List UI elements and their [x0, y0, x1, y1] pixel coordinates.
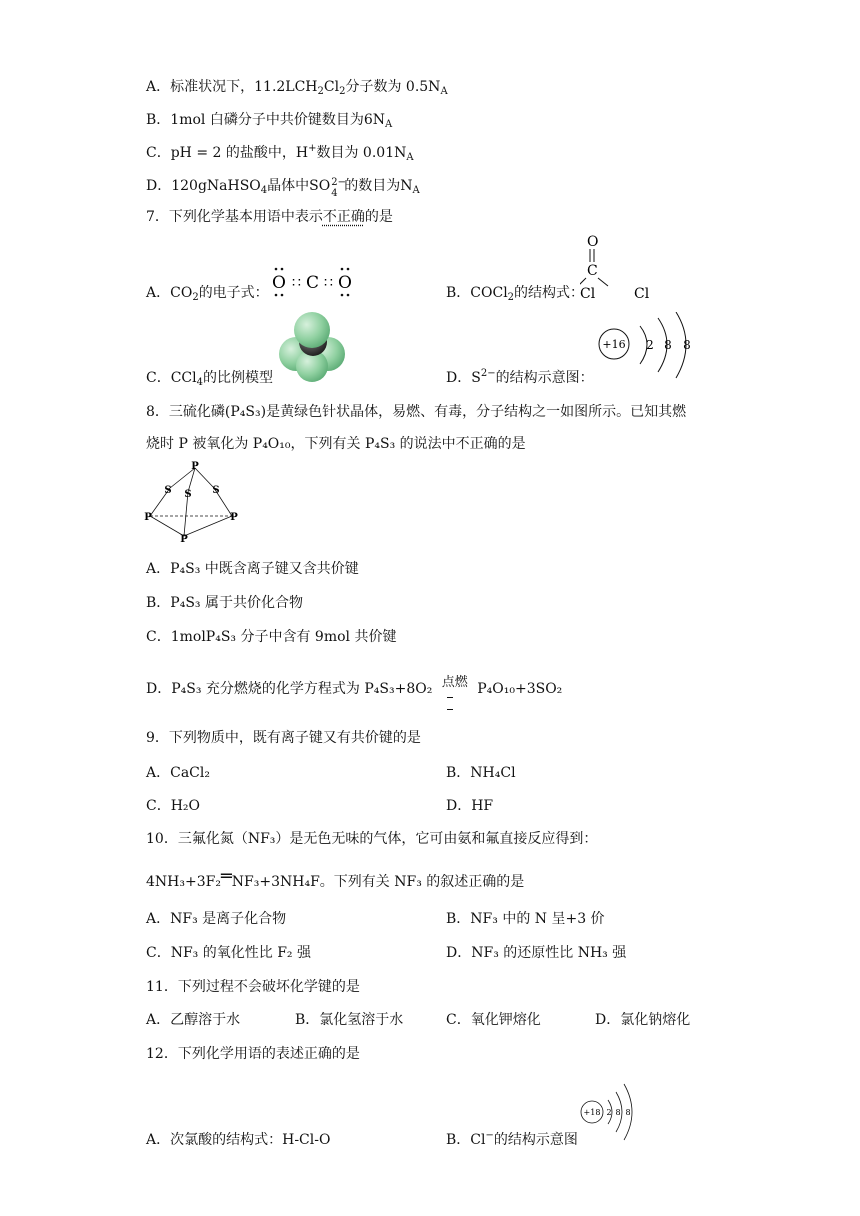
ccl4-space-filling-model [276, 308, 348, 382]
svg-text:O: O [272, 273, 286, 293]
q7-option-b: B．COCl$_2$的结构式： [446, 285, 585, 303]
svg-text:+16: +16 [602, 338, 626, 351]
q8-option-b: B．P₄S₃ 属于共价化合物 [146, 595, 303, 611]
q8-option-d: D．P₄S₃ 充分燃烧的化学方程式为 P₄S₃+8O₂ 点燃 P₄O₁₀+3SO₂ [146, 678, 562, 698]
q6-option-c: C．pH = 2 的盐酸中，H+数目为 $0.01N_A$ [146, 143, 414, 163]
q12-option-b: B．Cl−的结构示意图 [446, 1130, 578, 1148]
q7-option-d: D．$S^{2-}$的结构示意图： [446, 368, 594, 386]
q9-option-c: C．H₂O [146, 798, 201, 814]
svg-text:+18: +18 [583, 1108, 601, 1117]
q7-option-c: C．CCl$_4$的比例模型 [146, 370, 273, 388]
svg-text:Cl: Cl [634, 286, 650, 302]
q9-stem: 9．下列物质中，既有离子键又有共价键的是 [146, 730, 421, 746]
svg-text:S: S [184, 489, 192, 500]
svg-text:C: C [587, 263, 598, 279]
svg-text:2: 2 [646, 338, 654, 352]
q10-stem-line1: 10．三氟化氮（NF₃）是无色无味的气体，它可由氨和氟直接反应得到： [146, 831, 598, 847]
q8-option-a: A．P₄S₃ 中既含离子键又含共价键 [146, 561, 359, 577]
svg-text:8: 8 [615, 1108, 621, 1117]
svg-text:∷: ∷ [324, 275, 333, 291]
svg-text:C: C [306, 273, 320, 293]
q8-stem-line2: 烧时 P 被氧化为 P₄O₁₀，下列有关 P₄S₃ 的说法中不正确的是 [146, 436, 526, 452]
q9-option-a: A．CaCl₂ [146, 765, 210, 781]
q8-option-c: C．1molP₄S₃ 分子中含有 9mol 共价键 [146, 629, 397, 645]
q12-option-a: A．次氯酸的结构式：H-Cl-O [146, 1132, 331, 1148]
q10-stem-line2: 4NH₃+3F₂═NF₃+3NH₄F。下列有关 NF₃ 的叙述正确的是 [146, 866, 525, 890]
q11-option-d: D．氯化钠熔化 [595, 1012, 691, 1028]
q11-option-b: B．氯化氢溶于水 [295, 1012, 404, 1028]
q10-option-c: C．NF₃ 的氧化性比 F₂ 强 [146, 945, 311, 961]
svg-text:P: P [191, 461, 199, 472]
svg-text:8: 8 [625, 1108, 631, 1117]
cl-ion-structure-diagram [578, 1080, 640, 1142]
emphasis-text: 不正确 [322, 209, 365, 225]
q7-stem: 7．下列化学基本用语中表示不正确的是 [146, 209, 393, 225]
q10-option-b: B．NF₃ 中的 N 呈+3 价 [446, 911, 605, 927]
q8-stem-line1: 8．三硫化磷(P₄S₃)是黄绿色针状晶体，易燃、有毒，分子结构之一如图所示。已知其燃 [146, 404, 687, 420]
p4s3-molecular-structure [140, 458, 252, 548]
q7-option-a: A．$CO_2$的电子式： [146, 285, 269, 303]
s2-ion-structure-diagram [596, 312, 700, 382]
svg-text:O: O [587, 234, 599, 250]
co2-electron-formula [268, 262, 360, 302]
svg-text:8: 8 [683, 338, 691, 352]
svg-text:P: P [144, 512, 152, 523]
svg-text:P: P [180, 534, 188, 545]
q10-option-a: A．NF₃ 是离子化合物 [146, 911, 287, 927]
q10-option-d: D．NF₃ 的还原性比 NH₃ 强 [446, 945, 627, 961]
q6-option-a: A．标准状况下，$11.2LCH_2Cl_2$分子数为 $0.5N_A$ [146, 79, 448, 97]
q9-option-d: D．HF [446, 798, 494, 814]
q11-option-a: A．乙醇溶于水 [146, 1012, 241, 1028]
reaction-condition: 点燃 [441, 675, 468, 690]
svg-text:S: S [212, 485, 220, 496]
q12-stem: 12．下列化学用语的表述正确的是 [146, 1046, 360, 1062]
svg-text:∷: ∷ [292, 275, 301, 291]
cocl2-structure [580, 232, 660, 302]
svg-text:2: 2 [606, 1108, 612, 1117]
q11-stem: 11．下列过程不会破坏化学键的是 [146, 979, 360, 995]
svg-text:8: 8 [664, 338, 672, 352]
svg-text:Cl: Cl [580, 286, 596, 302]
q6-option-b: B．1mol 白磷分子中共价键数目为$6N_A$ [146, 112, 393, 130]
svg-text:P: P [230, 512, 238, 523]
q11-option-c: C．氧化钾熔化 [446, 1012, 541, 1028]
svg-text:O: O [338, 273, 352, 293]
svg-text:S: S [164, 485, 172, 496]
q9-option-b: B．NH₄Cl [446, 765, 516, 781]
q6-option-d: D．120gNaHSO$_4$晶体中SO 2− 4 的数目为$N_A$ [146, 177, 420, 199]
